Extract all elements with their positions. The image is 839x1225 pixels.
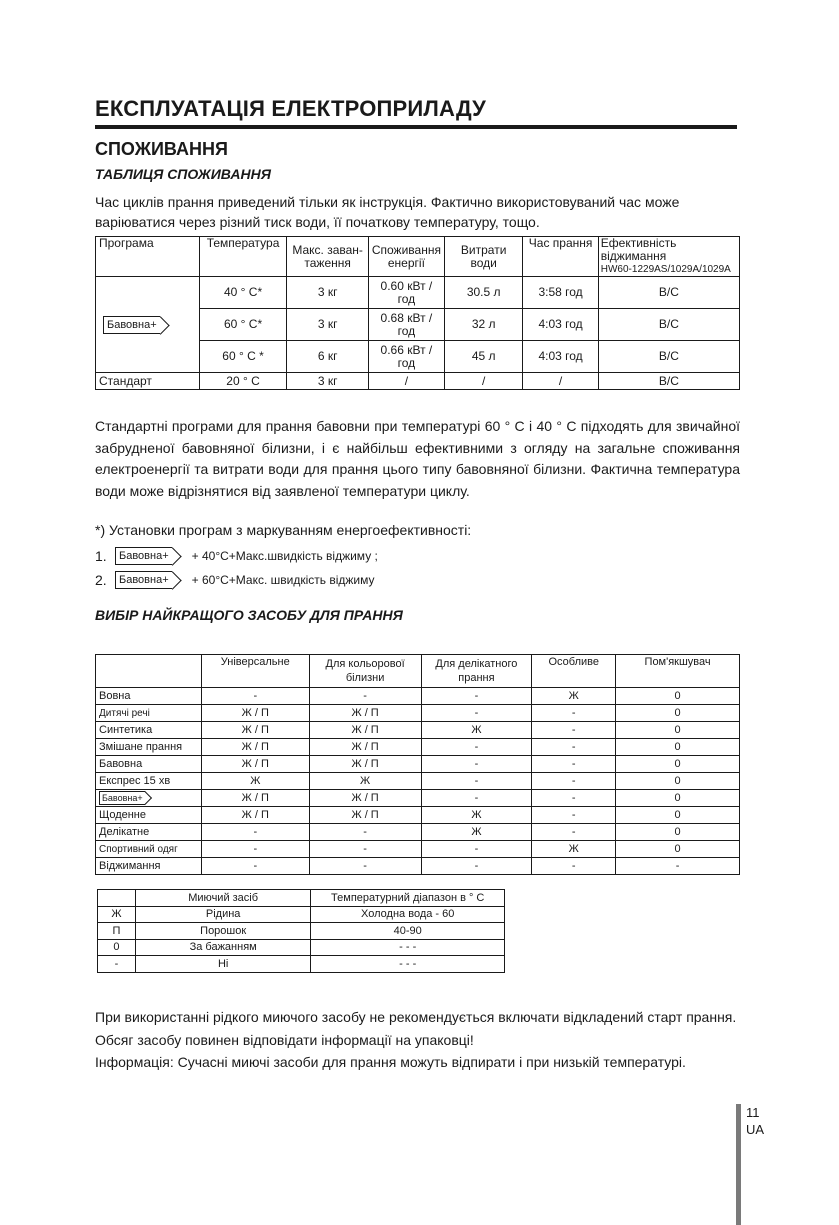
cell: - [421,841,532,858]
cell: Ж / П [309,739,421,756]
cell: 0 [616,790,740,807]
legend-range: - - - [311,939,505,956]
preset-note-heading: *) Установки програм з маркуванням енергоефективності: [95,522,472,538]
intro-text: Час циклів прання приведений тільки як інструкція. Фактично використовуваний час може варіюватися через різний тиск води, її початкову температуру, тощо. [95,194,680,230]
cell: Ж / П [201,756,309,773]
program-name: Щоденне [96,807,202,824]
preset-item [95,546,378,566]
table-row [96,756,740,773]
energy-cell: 0.68 кВт / год [368,309,444,341]
header-temperature: Температура [199,237,287,277]
cell: - [201,824,309,841]
cell: - [616,858,740,875]
load-cell: 3 кг [287,373,368,390]
legend-type: Ні [135,956,311,973]
cell: - [201,858,309,875]
table-row [96,841,740,858]
header-energy: Споживання енергії [368,237,444,277]
cell: - [421,756,532,773]
cell: Ж / П [309,705,421,722]
water-cell: 32 л [444,309,522,341]
header-colored: Для кольорової білизни [309,655,421,688]
table-row [98,939,505,956]
table-header-row [98,890,505,907]
time-cell: / [523,373,598,390]
table-row [98,956,505,973]
language-code: UA [746,1122,765,1137]
load-cell: 3 кг [287,277,368,309]
cell: 0 [616,722,740,739]
cell: Ж / П [309,807,421,824]
cell: - [421,790,532,807]
consumption-table [95,236,740,390]
cell: - [532,756,616,773]
header-program: Програма [96,237,200,277]
cell: Ж [421,824,532,841]
efficiency-label: Ефективність віджимання [600,236,677,263]
cell: - [532,858,616,875]
cell: 0 [616,773,740,790]
legend-range: Холодна вода - 60 [311,906,505,923]
cell: 0 [616,739,740,756]
legend-range: 40-90 [311,923,505,940]
program-cell [96,277,200,373]
title-divider [95,125,737,129]
cell: Ж [532,841,616,858]
header-code [98,890,136,907]
header-empty [96,655,202,688]
cell: - [309,858,421,875]
table-row [96,688,740,705]
cell: - [532,739,616,756]
cell: - [532,705,616,722]
program-tag: Бавовна+ [103,316,160,334]
table-row [96,705,740,722]
legend-type: За бажанням [135,939,311,956]
load-cell: 6 кг [287,341,368,373]
temp-cell: 20 ° C [199,373,287,390]
program-name: Змішане прання [96,739,202,756]
consumption-table-title: ТАБЛИЦЯ СПОЖИВАННЯ [95,166,271,182]
efficiency-cell: B/C [598,373,739,390]
program-name: Спортивний одяг [96,841,202,858]
program-name [96,790,202,807]
cell: - [421,688,532,705]
header-efficiency [598,237,739,277]
section-title: СПОЖИВАННЯ [95,139,228,159]
program-tag: Бавовна+ [99,791,145,805]
cell: - [421,739,532,756]
legend-type: Рідина [135,906,311,923]
table-row [96,858,740,875]
cell: Ж / П [201,790,309,807]
program-name: Віджимання [96,858,202,875]
cell: - [532,807,616,824]
temp-cell: 60 ° C * [199,341,287,373]
cell: 0 [616,705,740,722]
table-row [96,824,740,841]
table-row [96,277,740,309]
page-indicator [746,1104,764,1138]
cell: Ж / П [309,756,421,773]
program-name: Дитячі речі [96,705,202,722]
time-cell: 3:58 год [523,277,598,309]
table-row [96,773,740,790]
table-row [96,807,740,824]
energy-cell: / [368,373,444,390]
legend-range: - - - [311,956,505,973]
efficiency-cell: B/C [598,341,739,373]
detergent-legend-table [97,889,505,973]
header-softener: Пом'якшувач [616,655,740,688]
cell: 0 [616,756,740,773]
table-header-row [96,237,740,277]
footer-note-2: Обсяг засобу повинен відповідати інформації на упаковці! [95,1032,474,1048]
cell: Ж / П [309,790,421,807]
page-title: ЕКСПЛУАТАЦІЯ ЕЛЕКТРОПРИЛАДУ [95,96,486,121]
legend-code: П [98,923,136,940]
program-name: Бавовна [96,756,202,773]
preset-number: 1. [95,548,107,564]
efficiency-cell: B/C [598,277,739,309]
legend-type: Порошок [135,923,311,940]
page-marker-bar [736,1104,741,1225]
efficiency-models: HW60-1229AS/1029A/1029A [600,264,731,275]
legend-code: 0 [98,939,136,956]
program-name: Вовна [96,688,202,705]
footer-note-3: Інформація: Сучасні миючі засоби для прання можуть відпирати і при низькій температурі. [95,1054,686,1070]
preset-text: + 40°C+Макс.швидкість віджиму ; [191,549,378,563]
cell: 0 [616,807,740,824]
cell: Ж / П [201,722,309,739]
footer-note-1: При використанні рідкого миючого засобу не рекомендується включати відкладений старт прання. [95,1009,737,1025]
cell: - [532,773,616,790]
cell: - [201,841,309,858]
water-cell: / [444,373,522,390]
cell: - [309,688,421,705]
preset-item [95,570,375,590]
legend-code: - [98,956,136,973]
cell: Ж [201,773,309,790]
program-name: Експрес 15 хв [96,773,202,790]
cell: Ж / П [201,807,309,824]
detergent-section-title: ВИБІР НАЙКРАЩОГО ЗАСОБУ ДЛЯ ПРАННЯ [95,607,403,623]
header-wash-time: Час прання [523,237,598,277]
header-temp-range: Температурний діапазон в ° C [311,890,505,907]
temp-cell: 60 ° C* [199,309,287,341]
program-cell: Стандарт [96,373,200,390]
cell: Ж [421,722,532,739]
header-delicate: Для делікатного прання [421,655,532,688]
water-cell: 30.5 л [444,277,522,309]
cell: 0 [616,841,740,858]
preset-text: + 60°C+Макс. швидкість віджиму [191,573,375,587]
preset-number: 2. [95,572,107,588]
table-header-row [96,655,740,688]
table-row [96,722,740,739]
detergent-table [95,654,740,875]
cell: Ж / П [309,722,421,739]
time-cell: 4:03 год [523,309,598,341]
header-water: Витрати води [444,237,522,277]
header-universal: Універсальне [201,655,309,688]
efficiency-cell: B/C [598,309,739,341]
header-detergent: Миючий засіб [135,890,311,907]
header-special: Особливе [532,655,616,688]
cell: Ж [532,688,616,705]
cell: - [421,705,532,722]
cell: - [309,841,421,858]
load-cell: 3 кг [287,309,368,341]
cell: - [201,688,309,705]
cell: - [532,722,616,739]
cell: 0 [616,824,740,841]
table-row [96,790,740,807]
table-row [96,373,740,390]
energy-cell: 0.60 кВт / год [368,277,444,309]
program-tag: Бавовна+ [115,547,172,565]
table-row [98,906,505,923]
table-row [96,739,740,756]
program-tag: Бавовна+ [115,571,172,589]
cell: - [309,824,421,841]
cell: Ж / П [201,739,309,756]
program-name: Делікатне [96,824,202,841]
water-cell: 45 л [444,341,522,373]
table-row [98,923,505,940]
cell: Ж / П [201,705,309,722]
energy-cell: 0.66 кВт / год [368,341,444,373]
cell: - [532,790,616,807]
legend-code: Ж [98,906,136,923]
header-max-load: Макс. заван- таження [287,237,368,277]
cell: 0 [616,688,740,705]
page-number: 11 [746,1105,760,1120]
cell: - [421,773,532,790]
cell: - [421,858,532,875]
cell: - [532,824,616,841]
program-name: Синтетика [96,722,202,739]
cotton-programs-paragraph: Стандартні програми для прання бавовни при температурі 60 ° C і 40 ° C підходять для звичайної забрудненої бавовняної білизни, і є найбільш ефективними з огляду на загальне споживання електроенергії та витрати води для прання цього типу бавовняної білизни. Фактична температура води може відрізнятися від заявленої температури циклу. [95,418,740,499]
cell: Ж [309,773,421,790]
cell: Ж [421,807,532,824]
time-cell: 4:03 год [523,341,598,373]
temp-cell: 40 ° C* [199,277,287,309]
